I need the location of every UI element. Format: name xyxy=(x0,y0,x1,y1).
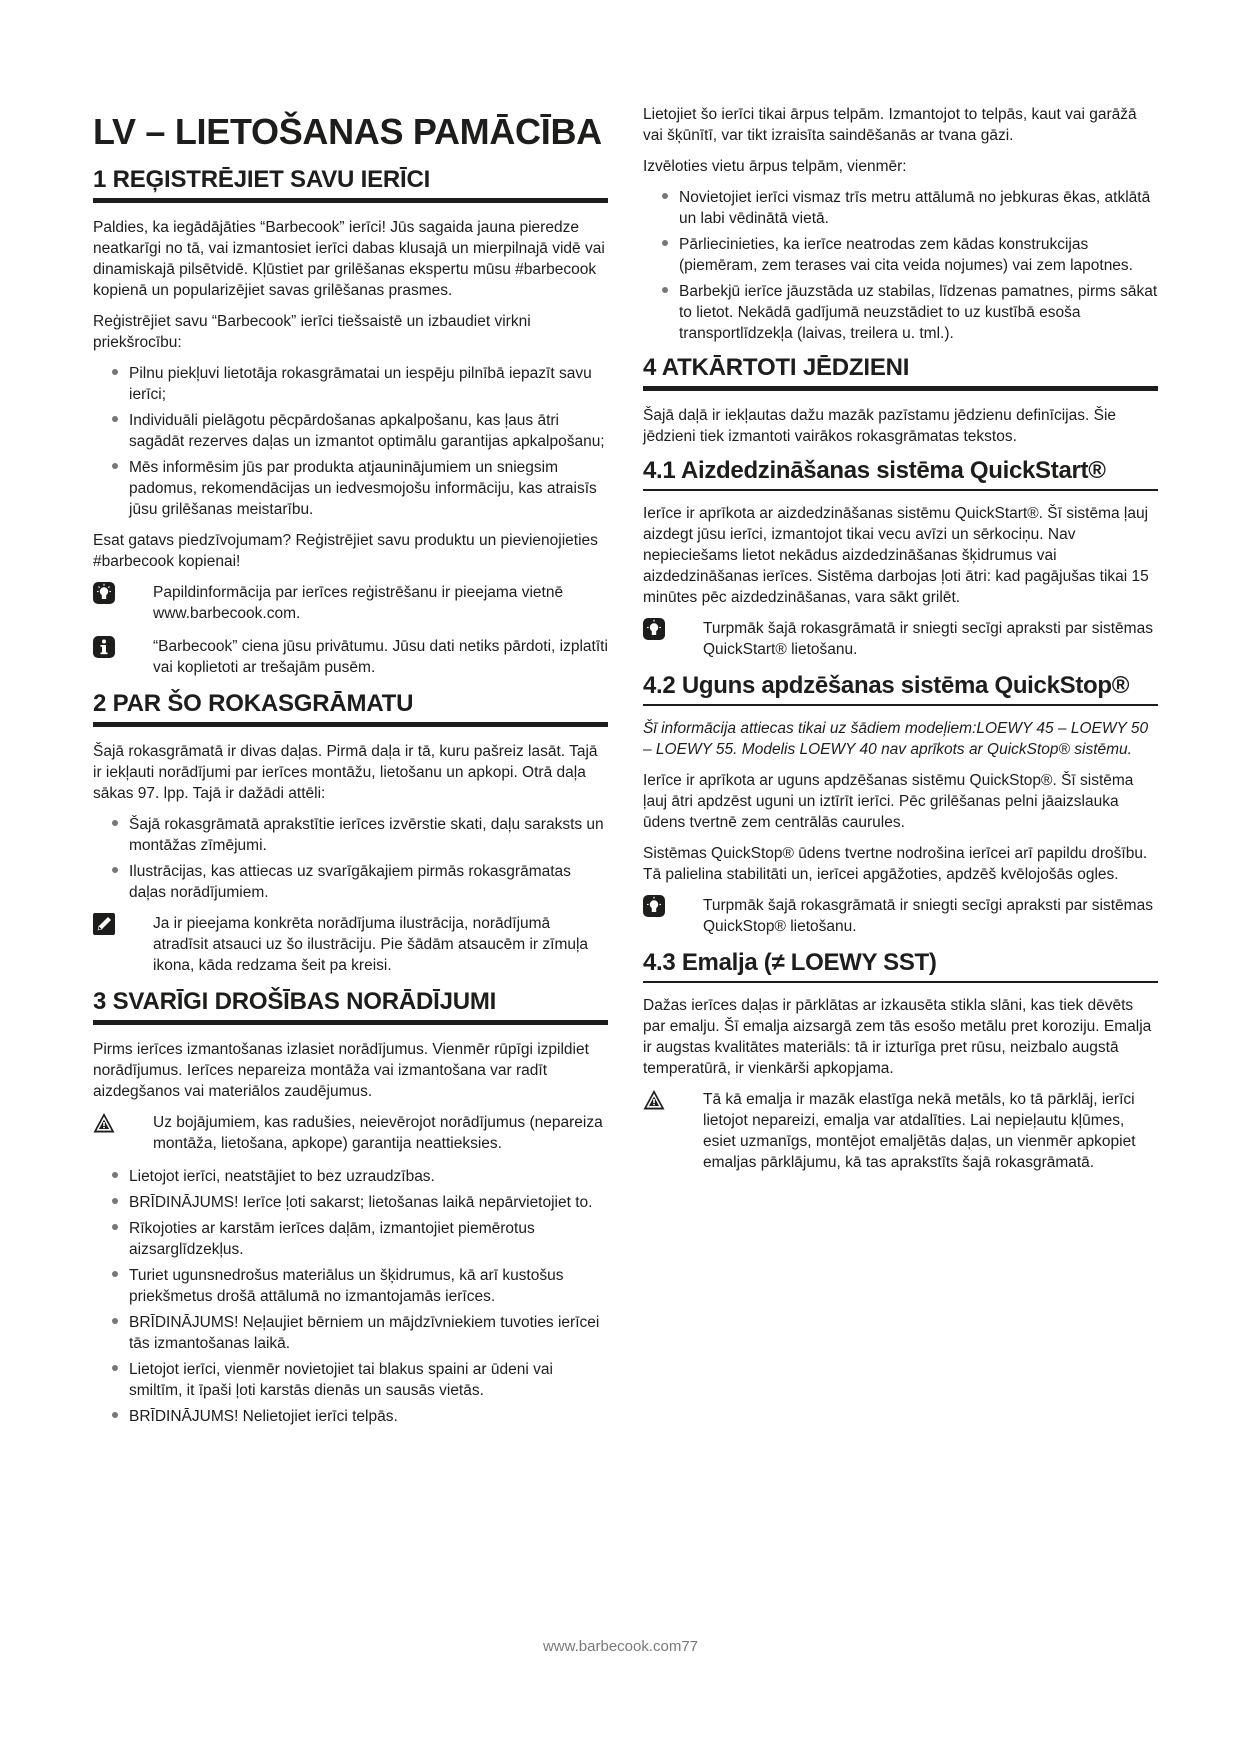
lightbulb-icon xyxy=(93,582,115,604)
paragraph: Šajā daļā ir iekļautas dažu mazāk pazīstamu jēdzienu definīcijas. Šie jēdzieni tiek izmantoti vairākos rokasgrāmatas tekstos. xyxy=(643,407,1117,445)
lightbulb-icon xyxy=(643,618,665,640)
section-3-heading: 3 SVARĪGI DROŠĪBAS NORĀDĪJUMI xyxy=(93,988,608,1025)
warning-icon xyxy=(643,1089,665,1111)
info-note xyxy=(93,636,608,678)
list-item: BRĪDINĀJUMS! Nelietojiet ierīci telpās. xyxy=(93,1406,608,1427)
paragraph: Paldies, ka iegādājāties “Barbecook” ierīci! Jūs sagaida jauna pieredze neatkarīgi no tā, vai izmantosiet ierīci dabas klusajā un mierpilnajā vidē vai dinamiskajā pilsētvidē. Kļūstiet par grilēšanas ekspertu mūsu #barbecook kopienā un popularizējiet savas grilēšanas prasmes. xyxy=(93,219,605,299)
lightbulb-icon xyxy=(643,895,665,917)
info-icon xyxy=(93,636,115,658)
right-column xyxy=(643,104,1158,1185)
paragraph: Dažas ierīces daļas ir pārklātas ar izkausēta stikla slāni, kas tiek dēvēts par emalju. Šī emalja aizsargā zem tās esošo metālu pret koroziju. Emalja ir augstas kvalitātes materiāls: tā ir izturīga pret rūsu, neizbalo augstā temperatūrā, ir vienkārši apkopjama. xyxy=(643,997,1152,1077)
section-2-heading: 2 PAR ŠO ROKASGRĀMATU xyxy=(93,690,608,727)
paragraph: Pirms ierīces izmantošanas izlasiet norādījumus. Vienmēr rūpīgi izpildiet norādījumus. Ierīces nepareiza montāža vai izmantošana var radīt aizdegšanos vai materiālos zaudējumus. xyxy=(93,1041,589,1100)
paragraph: Ierīce ir aprīkota ar uguns apdzēšanas sistēmu QuickStop®. Šī sistēma ļauj ātri apdzēst uguni un iztīrīt ierīci. Pēc grilēšanas pelni jāaizslauka ūdens tvertnē zem centrālās caurules. xyxy=(643,772,1134,831)
note-text: Papildinformācija par ierīces reģistrēšanu ir pieejama vietnē www.barbecook.com. xyxy=(153,584,564,622)
warning-note xyxy=(643,1089,1158,1173)
list-item: Individuāli pielāgotu pēcpārdošanas apkalpošanu, kas ļaus ātri sagādāt rezerves daļas un izmantot optimālu garantijas apkalpošanu; xyxy=(93,410,608,452)
section-4-2-heading: 4.2 Uguns apdzēšanas sistēma QuickStop® xyxy=(643,672,1158,706)
page-footer: www.barbecook.com77 xyxy=(542,1638,699,1655)
paragraph: Esat gatavs piedzīvojumam? Reģistrējiet savu produktu un pievienojieties #barbecook kopienai! xyxy=(93,532,598,570)
warning-note xyxy=(93,1112,608,1154)
tip-note xyxy=(93,582,608,624)
list-item: Pārliecinieties, ka ierīce neatrodas zem kādas konstrukcijas (piemēram, zem terases vai cita veida nojumes) vai zem lapotnes. xyxy=(643,234,1158,276)
paragraph: Šajā rokasgrāmatā ir divas daļas. Pirmā daļa ir tā, kuru pašreiz lasāt. Tajā ir iekļauti norādījumi par ierīces montāžu, lietošanu un apkopi. Otrā daļa sākas 97. lpp. Tajā ir dažādi attēli: xyxy=(93,743,598,802)
tip-note xyxy=(643,618,1158,660)
bullet-list xyxy=(93,363,608,520)
list-item: Lietojot ierīci, neatstājiet to bez uzraudzības. xyxy=(93,1166,608,1187)
list-item: Ilustrācijas, kas attiecas uz svarīgākajiem pirmās rokasgrāmatas daļas norādījumiem. xyxy=(93,861,608,903)
paragraph: Lietojiet šo ierīci tikai ārpus telpām. Izmantojot to telpās, kaut vai garāžā vai šķūnītī, var tikt izraisīta saindēšanās ar tvana gāzi. xyxy=(643,106,1137,144)
pencil-note xyxy=(93,913,608,976)
model-note: Šī informācija attiecas tikai uz šādiem modeļiem:LOEWY 45 – LOEWY 50 – LOEWY 55. Modelis LOEWY 40 nav aprīkots ar QuickStop® sistēmu. xyxy=(643,720,1149,758)
section-4-heading: 4 ATKĀRTOTI JĒDZIENI xyxy=(643,354,1158,391)
note-text: Turpmāk šajā rokasgrāmatā ir sniegti secīgi apraksti par sistēmas QuickStop® lietošanu. xyxy=(703,897,1153,935)
list-item: Barbekjū ierīce jāuzstāda uz stabilas, līdzenas pamatnes, pirms sākat to lietot. Nekādā gadījumā neuzstādiet to uz kustībā esoša transportlīdzekļa (laivas, treilera u. tml.). xyxy=(643,281,1158,344)
list-item: BRĪDINĀJUMS! Neļaujiet bērniem un mājdzīvniekiem tuvoties ierīcei tās izmantošanas laikā. xyxy=(93,1312,608,1354)
note-text: Turpmāk šajā rokasgrāmatā ir sniegti secīgi apraksti par sistēmas QuickStart® lietošanu. xyxy=(703,620,1153,658)
section-4-1-heading: 4.1 Aizdedzināšanas sistēma QuickStart® xyxy=(643,457,1158,491)
note-text: Tā kā emalja ir mazāk elastīga nekā metāls, ko tā pārklāj, ierīci lietojot nepareizi, emalja var atdalīties. Lai nepieļautu kļūmes, esiet uzmanīgs, montējot emaljētās daļas, un vienmēr apkopiet emaljas pārklājumu, kā tas aprakstīts šajā rokasgrāmatā. xyxy=(703,1091,1136,1171)
section-4-3-heading: 4.3 Emalja (≠ LOEWY SST) xyxy=(643,949,1158,983)
bullet-list xyxy=(93,1166,608,1427)
note-text: Ja ir pieejama konkrēta norādījuma ilustrācija, norādījumā atradīsit atsauci uz šo ilustrāciju. Pie šādām atsaucēm ir zīmuļa ikona, kāda redzama šeit pa kreisi. xyxy=(153,915,589,974)
list-item: Novietojiet ierīci vismaz trīs metru attālumā no jebkuras ēkas, atklātā un labi vēdinātā vietā. xyxy=(643,187,1158,229)
pencil-icon xyxy=(93,913,115,935)
left-column xyxy=(93,100,608,1437)
list-item: Pilnu piekļuvi lietotāja rokasgrāmatai un iespēju pilnībā iepazīt savu ierīci; xyxy=(93,363,608,405)
paragraph: Izvēloties vietu ārpus telpām, vienmēr: xyxy=(643,158,907,175)
note-text: Uz bojājumiem, kas radušies, neievērojot norādījumus (nepareiza montāža, lietošana, apkope) garantija neattieksies. xyxy=(153,1114,603,1152)
list-item: Rīkojoties ar karstām ierīces daļām, izmantojiet piemērotus aizsarglīdzekļus. xyxy=(93,1218,608,1260)
bullet-list xyxy=(93,814,608,903)
list-item: Mēs informēsim jūs par produkta atjauninājumiem un sniegsim padomus, rekomendācijas un iedvesmojošu informāciju, kas atraisīs jūsu grilēšanas meistarību. xyxy=(93,457,608,520)
warning-icon xyxy=(93,1112,115,1134)
paragraph: Sistēmas QuickStop® ūdens tvertne nodrošina ierīcei arī papildu drošību. Tā palielina stabilitāti un, ierīcei apgāžoties, apdzēš kvēlojošās ogles. xyxy=(643,845,1148,883)
list-item: Lietojot ierīci, vienmēr novietojiet tai blakus spaini ar ūdeni vai smiltīm, it īpaši ļoti karstās dienās un sausās vietās. xyxy=(93,1359,608,1401)
list-item: BRĪDINĀJUMS! Ierīce ļoti sakarst; lietošanas laikā nepārvietojiet to. xyxy=(93,1192,608,1213)
tip-note xyxy=(643,895,1158,937)
note-text: “Barbecook” ciena jūsu privātumu. Jūsu dati netiks pārdoti, izplatīti vai koplietoti ar trešajām pusēm. xyxy=(153,638,608,676)
paragraph: Ierīce ir aprīkota ar aizdedzināšanas sistēmu QuickStart®. Šī sistēma ļauj aizdegt jūsu ierīci, izmantojot tikai vecu avīzi un sērkociņu. Nav nepieciešams lietot nekādus aizdedzināšanas šķidrumus vai aizdedzināšanas ierīces. Sistēma darbojas ļoti ātri: kad pagājušas tikai 15 minūtes pēc aizdedzināšanas, vara sākt grilēt. xyxy=(643,505,1149,606)
bullet-list xyxy=(643,187,1158,344)
list-item: Šajā rokasgrāmatā aprakstītie ierīces izvērstie skati, daļu saraksts un montāžas zīmējumi. xyxy=(93,814,608,856)
page-title: LV – LIETOŠANAS PAMĀCĪBA xyxy=(93,111,602,152)
list-item: Turiet ugunsnedrošus materiālus un šķidrumus, kā arī kustošus priekšmetus drošā attālumā no izmantojamās ierīces. xyxy=(93,1265,608,1307)
section-1-heading: 1 REĢISTRĒJIET SAVU IERĪCI xyxy=(93,166,608,203)
paragraph: Reģistrējiet savu “Barbecook” ierīci tiešsaistē un izbaudiet virkni priekšrocību: xyxy=(93,313,531,351)
